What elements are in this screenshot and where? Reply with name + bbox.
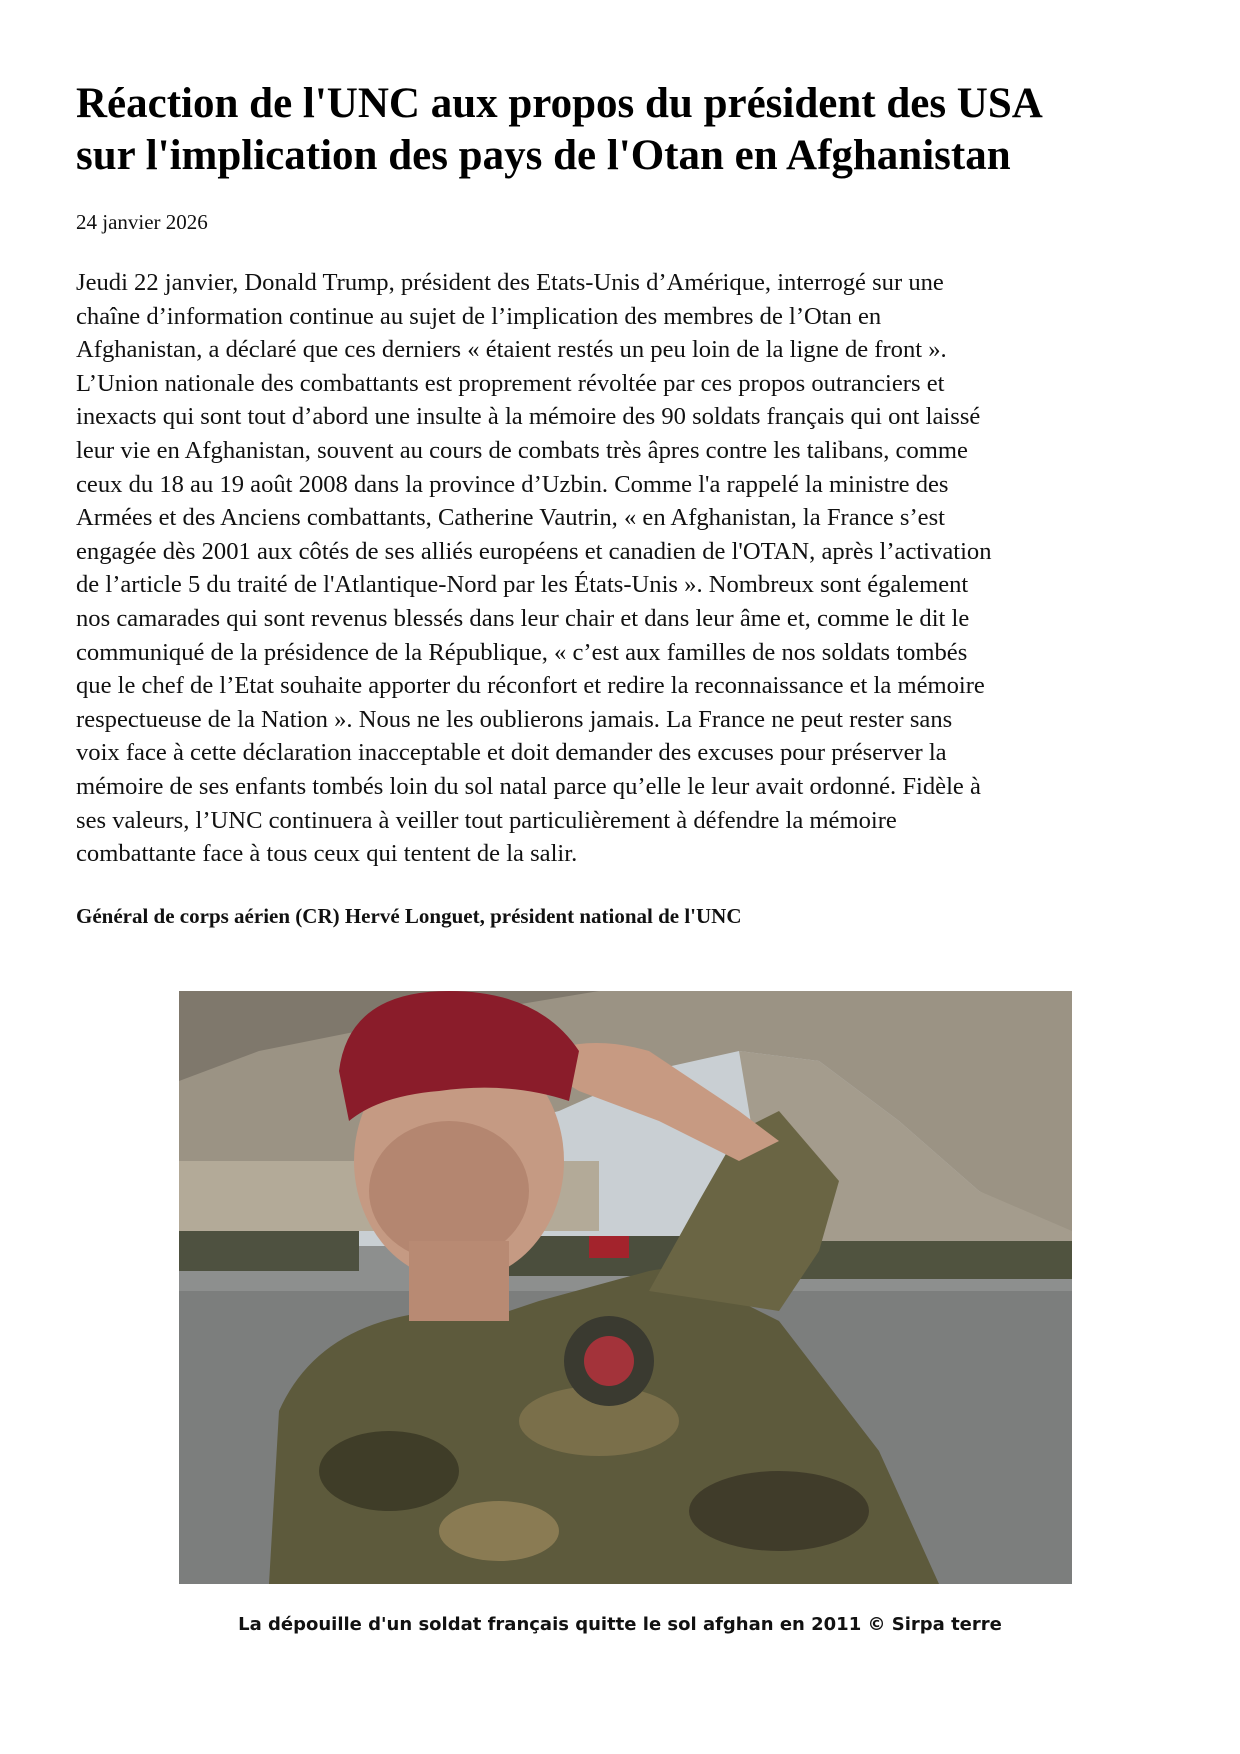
article-body: [76, 266, 1174, 871]
publication-date: 24 janvier 2026: [76, 210, 208, 234]
body-line: engagée dès 2001 aux côtés de ses alliés européens et canadien de l'OTAN, après l’activation: [76, 537, 992, 565]
body-line: L’Union nationale des combattants est proprement révoltée par ces propos outranciers et: [76, 369, 945, 397]
body-line: Afghanistan, a déclaré que ces derniers « étaient restés un peu loin de la ligne de front ».: [76, 336, 947, 364]
body-line: nos camarades qui sont revenus blessés dans leur chair et dans leur âme et, comme le dit le: [76, 604, 970, 632]
body-line: communiqué de la présidence de la République, « c’est aux familles de nos soldats tombés: [76, 638, 968, 666]
body-line: chaîne d’information continue au sujet de l’implication des membres de l’Otan en: [76, 302, 882, 330]
article-title: [76, 78, 1176, 182]
body-line: que le chef de l’Etat souhaite apporter du réconfort et redire la reconnaissance et la mémoire: [76, 672, 985, 700]
body-line: de l’article 5 du traité de l'Atlantique-Nord par les États-Unis ». Nombreux sont également: [76, 571, 969, 599]
saluting-soldier-photo: [179, 991, 1072, 1584]
body-line: Armées et des Anciens combattants, Catherine Vautrin, « en Afghanistan, la France s’est: [76, 504, 945, 532]
body-line: ceux du 18 au 19 août 2008 dans la province d’Uzbin. Comme l'a rappelé la ministre des: [76, 470, 949, 498]
body-line: inexacts qui sont tout d’abord une insulte à la mémoire des 90 soldats français qui ont laissé: [76, 403, 981, 431]
body-line: leur vie en Afghanistan, souvent au cours de combats très âpres contre les talibans, comme: [76, 436, 968, 464]
body-line: Jeudi 22 janvier, Donald Trump, président des Etats-Unis d’Amérique, interrogé sur une: [76, 269, 944, 296]
title-line-1: Réaction de l'UNC aux propos du président des USA: [76, 80, 1043, 127]
body-line: mémoire de ses enfants tombés loin du sol natal parce qu’elle le leur avait ordonné. Fidèle à: [76, 772, 981, 800]
author-signature: Général de corps aérien (CR) Hervé Longuet, président national de l'UNC: [76, 904, 742, 928]
body-line: combattante face à tous ceux qui tentent de la salir.: [76, 840, 578, 868]
body-line: respectueuse de la Nation ». Nous ne les oublierons jamais. La France ne peut rester sans: [76, 705, 953, 733]
body-line: ses valeurs, l’UNC continuera à veiller tout particulièrement à défendre la mémoire: [76, 806, 897, 834]
photo-caption: La dépouille d'un soldat français quitte le sol afghan en 2011 © Sirpa terre: [238, 1614, 1002, 1635]
body-line: voix face à cette déclaration inacceptable et doit demander des excuses pour préserver la: [76, 739, 947, 767]
title-line-2: sur l'implication des pays de l'Otan en Afghanistan: [76, 132, 1011, 179]
